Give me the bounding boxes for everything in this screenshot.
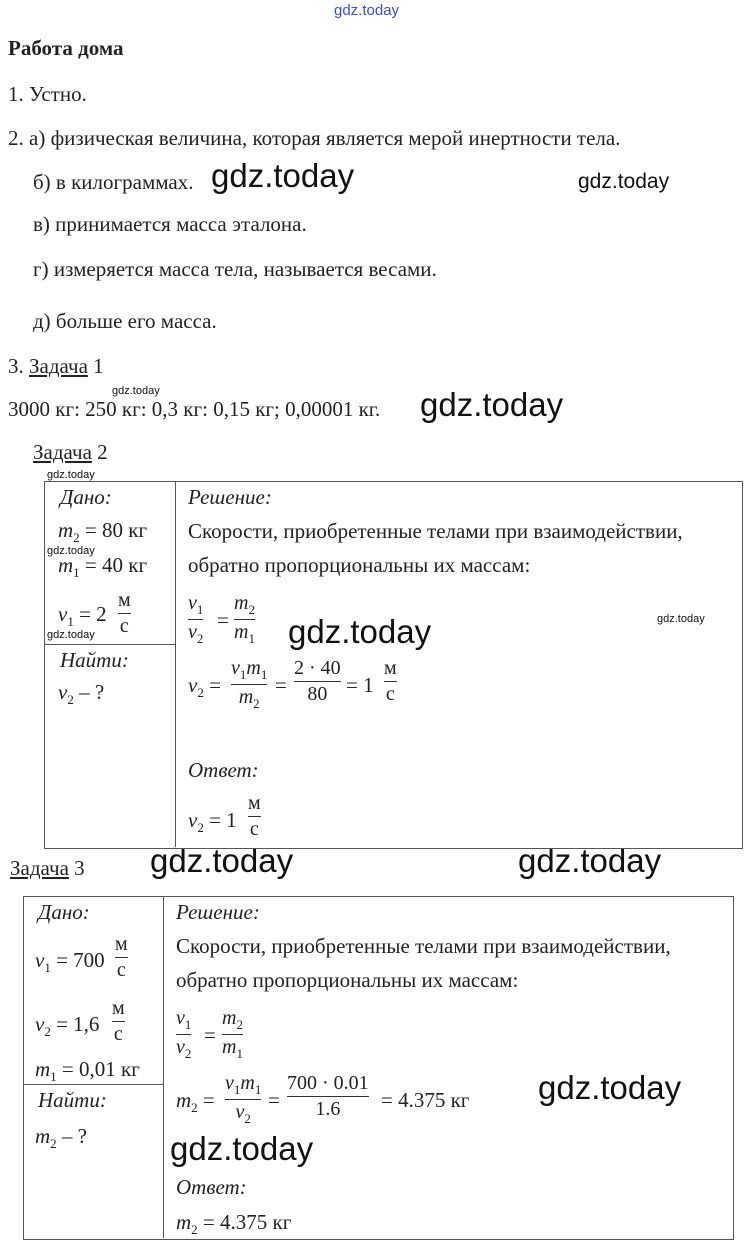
answer-label: Ответ <box>176 1175 240 1199</box>
unit-m: м <box>248 792 261 814</box>
calc-denominator: 1.6 <box>315 1098 341 1120</box>
watermark: gdz.today <box>47 545 95 557</box>
task-3-heading <box>10 856 85 881</box>
task-1-number: 1 <box>93 354 104 378</box>
formula-m2-lhs: $m_2$ = <box>176 1088 215 1116</box>
task-2-solution-line2: обратно пропорциональны их массам: <box>188 553 531 577</box>
task-3-given: Дано: <box>38 900 90 924</box>
question-3-heading <box>8 354 104 379</box>
question-3-number: 3. <box>8 354 24 378</box>
task-2-given: Дано: <box>60 485 112 509</box>
task-3-v1: $v_1 = 700$ <box>35 948 105 976</box>
task-2-divider <box>44 644 175 645</box>
solution-label: Решение <box>176 900 253 924</box>
m1-value: = 40 кг <box>84 553 148 577</box>
unit-s: с <box>385 683 395 705</box>
task-2-m1: $m_1 = 40$ кг <box>58 553 148 581</box>
question-2d: г) измеряется масса тела, называется весами. <box>33 257 437 281</box>
equals-sign: = <box>217 608 229 632</box>
task-2-find: Найти: <box>60 648 129 672</box>
result-unit <box>384 658 397 705</box>
calc-result: = 1 <box>346 673 374 697</box>
question-2c: в) принимается масса эталона. <box>33 212 307 236</box>
task-3-v2: $v_2 = 1,6$ <box>35 1012 100 1040</box>
m1-value: = 0,01 кг <box>61 1057 140 1081</box>
unit-s: с <box>119 615 129 637</box>
calc-denominator: 80 <box>307 683 328 705</box>
task-2-solution-label: Решение: <box>188 485 272 509</box>
watermark: gdz.today <box>420 386 564 423</box>
find-label: Найти <box>60 648 122 672</box>
task-3-divider <box>163 896 164 1238</box>
given-label: Дано <box>60 485 105 509</box>
task-3-answer-label: Ответ: <box>176 1175 247 1199</box>
unit-s: с <box>113 1023 123 1045</box>
v1-value: = 700 <box>56 948 105 972</box>
task-3-label: Задача <box>10 856 69 880</box>
formula-v-ratio: $v_1$ $v_2$ <box>188 592 204 646</box>
watermark: gdz.today <box>288 613 432 650</box>
task-2-answer: $v_2 = 1$ <box>188 808 237 836</box>
task-3-v1-unit <box>115 934 128 981</box>
v2-value: = 1,6 <box>56 1012 100 1036</box>
question-1: 1. Устно. <box>8 82 87 106</box>
find-label: Найти <box>38 1088 100 1112</box>
watermark: gdz.today <box>211 157 355 194</box>
unit-m: м <box>115 933 128 955</box>
formula-numeric <box>294 658 341 705</box>
task-2-find-value: $v_2$ – ? <box>58 680 105 708</box>
task-3-solution-line2: обратно пропорциональны их массам: <box>176 968 519 992</box>
task-3-solution-label: Решение: <box>176 900 260 924</box>
watermark: gdz.today <box>150 842 294 879</box>
find-value: – ? <box>79 680 105 704</box>
answer-value: = 4.375 кг <box>202 1210 292 1234</box>
formula-v-ratio: $v_1$ $v_2$ <box>176 1007 192 1061</box>
task-3-v2-unit <box>112 998 125 1045</box>
unit-m: м <box>384 657 397 679</box>
calc-numerator: 700 · 0.01 <box>287 1072 369 1094</box>
task-3-find-value: $m_2$ – ? <box>35 1124 87 1152</box>
answer-unit <box>248 793 261 840</box>
task-2-heading <box>33 440 108 465</box>
watermark: gdz.today <box>518 842 662 879</box>
task-3-m1: $m_1 = 0,01$ кг <box>35 1057 140 1085</box>
given-label: Дано <box>38 900 83 924</box>
unit-s: с <box>249 818 259 840</box>
task-2-solution-line1: Скорости, приобретенные телами при взаимодействии, <box>188 519 683 543</box>
watermark: gdz.today <box>170 1130 314 1167</box>
watermark: gdz.today <box>47 629 95 641</box>
formula-numeric <box>287 1073 369 1120</box>
equals-sign: = <box>268 1088 280 1112</box>
watermark: gdz.today <box>657 613 705 625</box>
v1-value: = 2 <box>79 602 107 626</box>
task-2-number: 2 <box>97 440 108 464</box>
task-3-find: Найти: <box>38 1088 107 1112</box>
formula-m-ratio: $m_2$ $m_1$ <box>222 1007 243 1061</box>
task-3-number: 3 <box>74 856 85 880</box>
calc-numerator: 2 · 40 <box>294 657 341 679</box>
m2-value: = 80 кг <box>84 518 148 542</box>
calc-result: = 4.375 кг <box>381 1088 470 1112</box>
unit-m: м <box>118 589 131 611</box>
formula-v1m1-over-v2: $v_1m_1$ $v_2$ <box>225 1072 262 1126</box>
equals-sign: = <box>204 1023 216 1047</box>
task-2-answer-label: Ответ: <box>188 758 259 782</box>
task-2-label: Задача <box>33 440 92 464</box>
task-3-solution-line1: Скорости, приобретенные телами при взаимодействии, <box>176 934 671 958</box>
question-2b: б) в килограммах. <box>33 170 194 194</box>
task-2-divider <box>175 481 176 847</box>
equals-sign: = <box>275 673 287 697</box>
answer-value: = 1 <box>209 808 237 832</box>
task-1-answer: 3000 кг: 250 кг: 0,3 кг: 0,15 кг; 0,00001 кг. <box>8 397 381 421</box>
watermark: gdz.today <box>47 469 95 481</box>
formula-v2-lhs: $v_2$ = <box>188 673 221 701</box>
answer-label: Ответ <box>188 758 252 782</box>
page-title: Работа дома <box>8 36 124 60</box>
formula-m-ratio: $m_2$ $m_1$ <box>234 592 255 646</box>
task-2-v1-unit <box>118 590 131 637</box>
task-3-answer: $m_2 = 4.375$ кг <box>176 1210 292 1238</box>
watermark: gdz.today <box>112 385 160 397</box>
question-2a: 2. а) физическая величина, которая является мерой инертности тела. <box>8 126 621 150</box>
solution-label: Решение <box>188 485 265 509</box>
watermark-top: gdz.today <box>334 2 400 19</box>
unit-s: с <box>116 959 126 981</box>
question-2e: д) больше его масса. <box>33 309 217 333</box>
task-2-v1: $v_1 = 2$ <box>58 602 107 630</box>
find-value: – ? <box>61 1124 87 1148</box>
watermark: gdz.today <box>538 1069 682 1106</box>
formula-v1m1-over-m2: $v_1m_1$ $m_2$ <box>231 657 268 711</box>
task-1-label: Задача <box>29 354 88 378</box>
watermark: gdz.today <box>578 170 670 193</box>
task-2-m2: $m_2 = 80$ кг <box>58 518 148 546</box>
unit-m: м <box>112 997 125 1019</box>
